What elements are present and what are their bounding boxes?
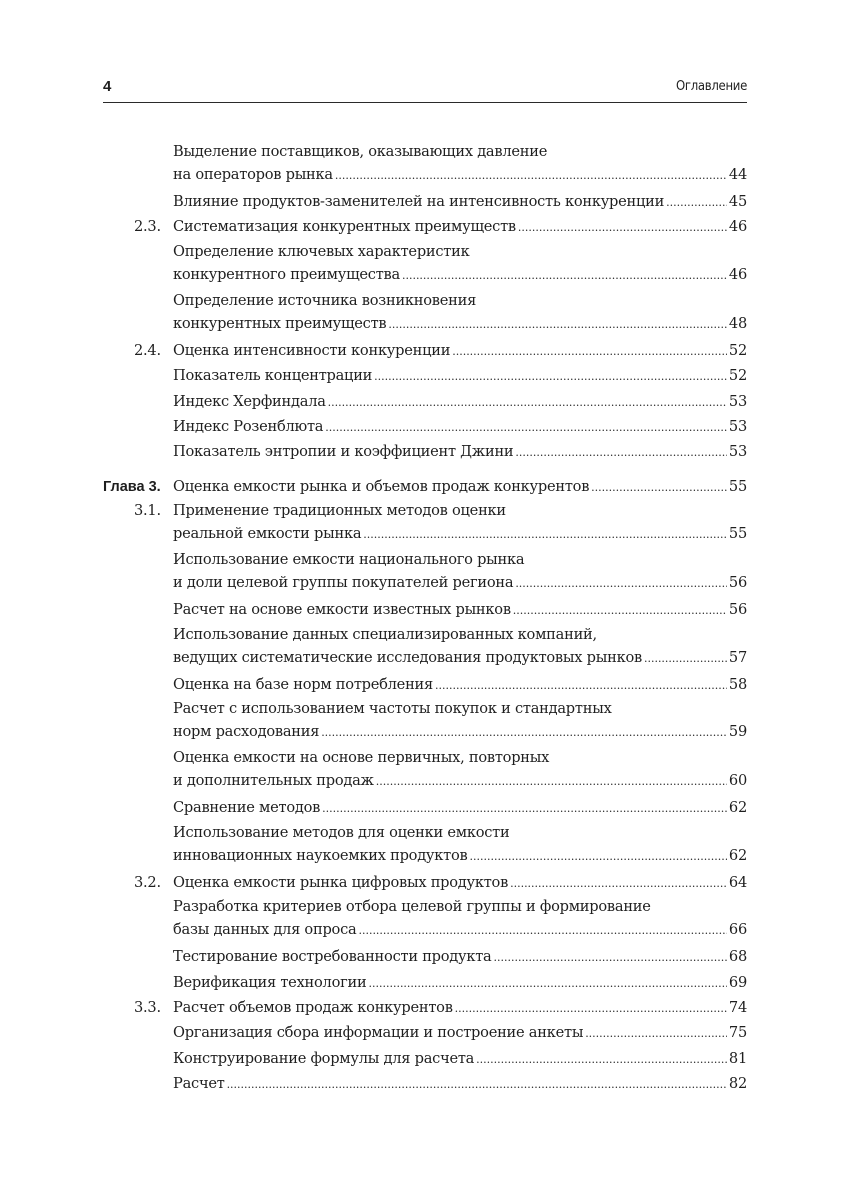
dot-leader (644, 646, 727, 671)
toc-entry-title: Тестирование востребованности продукта (173, 948, 492, 966)
toc-entry-title-line2: ведущих систематические исследования продуктовых рынков (173, 648, 642, 666)
toc-entry-title-line1: Оценка емкости на основе первичных, повторных (173, 749, 550, 767)
toc-entry-title-line1: Использование данных специализированных компаний, (173, 625, 597, 643)
chapter-number: Глава 3. (103, 478, 161, 495)
page-number: 4 (103, 78, 112, 95)
section-number: 3.3. (134, 999, 161, 1017)
toc-entry-title: Сравнение методов (173, 799, 321, 817)
toc-page-number: 44 (728, 166, 747, 183)
toc-page-number: 53 (728, 418, 747, 436)
dot-leader (591, 475, 727, 500)
toc-entry-title-line2: норм расходования (173, 723, 320, 741)
toc-page-number: 53 (728, 443, 747, 461)
toc-entry-title-line2: реальной емкости рынка (173, 524, 362, 542)
toc-entry-title: Расчет на основе емкости известных рынков (173, 601, 511, 619)
toc-entry[interactable] (103, 241, 747, 287)
toc-page-number: 64 (728, 873, 747, 891)
toc-entry-title: Расчет объемов продаж конкурентов (173, 999, 453, 1017)
toc-entry-title: Оценка емкости рынка и объемов продаж конкурентов (173, 477, 590, 495)
toc-entry-title-line2: инновационных наукоемких продуктов (173, 846, 468, 864)
toc-entry-title: Верификация технологии (173, 973, 367, 991)
dot-leader (469, 844, 726, 869)
toc-entry-title: Организация сбора информации и построение анкеты (173, 1024, 584, 1042)
toc-page-number: 74 (728, 999, 747, 1017)
toc-entry-title-line2: и дополнительных продаж (173, 772, 374, 790)
toc-entry-title-line1: Определение ключевых характеристик (173, 242, 470, 260)
toc-entry-title-line2: базы данных для опроса (173, 921, 357, 939)
dot-leader (452, 339, 727, 364)
section-title: Оглавление (675, 79, 747, 94)
toc-page-number: 62 (728, 846, 747, 864)
toc-page-number: 52 (728, 342, 747, 360)
toc-chapter-entry[interactable] (103, 475, 747, 499)
dot-leader (510, 871, 727, 896)
toc-entry[interactable] (103, 1072, 747, 1096)
toc-entry[interactable] (103, 364, 747, 388)
toc-entry[interactable] (103, 390, 747, 414)
toc-entry[interactable] (103, 822, 747, 868)
toc-entry-title: Индекс Херфиндала (173, 392, 326, 410)
toc-page-number: 62 (728, 799, 747, 817)
toc-page-number: 56 (728, 601, 747, 619)
chapter-gap (103, 466, 747, 475)
toc-page-number: 53 (728, 392, 747, 410)
toc-entry[interactable] (103, 896, 747, 942)
dot-leader (321, 720, 727, 745)
toc-page-number: 68 (728, 948, 747, 966)
section-number: 3.1. (134, 501, 161, 519)
toc-entry-title: Показатель концентрации (173, 367, 373, 385)
toc-page-number: 56 (728, 574, 747, 592)
toc-entry-title: Оценка интенсивности конкуренции (173, 342, 451, 360)
toc-entry-title: Систематизация конкурентных преимуществ (173, 218, 516, 236)
dot-leader (476, 1047, 727, 1072)
toc-entry[interactable] (103, 1021, 747, 1045)
toc-page-number: 59 (728, 723, 747, 741)
toc-entry-title-line1: Разработка критериев отбора целевой группы и формирование (173, 898, 651, 916)
toc-entry[interactable] (103, 747, 747, 793)
toc-entry-title: Конструирование формулы для расчета (173, 1049, 475, 1067)
toc-section-entry[interactable] (103, 215, 747, 239)
dot-leader (363, 522, 727, 547)
toc-page-number: 60 (728, 772, 747, 790)
toc-page-number: 66 (728, 921, 747, 939)
toc-section-entry[interactable] (103, 500, 747, 546)
running-header (103, 76, 747, 103)
dot-leader (388, 312, 727, 337)
toc-entry-title-line1: Расчет с использованием частоты покупок и стандартных (173, 700, 612, 718)
toc-entry[interactable] (103, 796, 747, 820)
dot-leader (358, 918, 726, 943)
toc-entry-title-line1: Применение традиционных методов оценки (173, 501, 506, 519)
toc-entry[interactable] (103, 549, 747, 595)
toc-page-number: 46 (728, 265, 747, 283)
toc-entry-title: Оценка на базе норм потребления (173, 675, 433, 693)
dot-leader (368, 971, 726, 996)
table-of-contents (103, 141, 747, 1097)
dot-leader (585, 1021, 727, 1046)
section-number: 2.4. (134, 342, 161, 360)
toc-entry-title-line1: Выделение поставщиков, оказывающих давление (173, 143, 548, 160)
dot-leader (322, 796, 727, 821)
toc-page-number: 46 (728, 218, 747, 236)
toc-entry-title: Показатель энтропии и коэффициент Джини (173, 443, 514, 461)
toc-entry-title-line2: конкурентного преимущества (173, 265, 400, 283)
toc-entry-title: Влияние продуктов-заменителей на интенсивность конкуренции (173, 193, 665, 211)
toc-page-number: 58 (728, 675, 747, 693)
toc-entry[interactable] (103, 141, 747, 187)
toc-entry-title: Оценка емкости рынка цифровых продуктов (173, 873, 509, 891)
toc-entry[interactable] (103, 290, 747, 336)
toc-entry[interactable] (103, 624, 747, 670)
toc-page-number: 55 (728, 477, 747, 495)
dot-leader (325, 415, 727, 440)
dot-leader (513, 598, 727, 623)
dot-leader (227, 1072, 727, 1097)
toc-page-number: 52 (728, 367, 747, 385)
toc-entry[interactable] (103, 971, 747, 995)
toc-entry[interactable] (103, 1047, 747, 1071)
toc-entry-title: Расчет (173, 1074, 225, 1092)
section-number: 2.3. (134, 218, 161, 236)
toc-entry[interactable] (103, 698, 747, 744)
toc-page-number: 48 (728, 314, 747, 332)
section-number: 3.2. (134, 873, 161, 891)
toc-entry-title-line2: на операторов рынка (173, 166, 333, 183)
dot-leader (515, 571, 727, 596)
toc-page-number: 45 (728, 193, 747, 211)
toc-entry-title-line1: Определение источника возникновения (173, 291, 477, 309)
toc-page-number: 55 (728, 524, 747, 542)
toc-section-entry[interactable] (103, 871, 747, 895)
toc-page-number: 82 (728, 1074, 747, 1092)
toc-section-entry[interactable] (103, 339, 747, 363)
toc-entry-title-line2: конкурентных преимуществ (173, 314, 387, 332)
dot-leader (374, 364, 727, 389)
toc-page-number: 75 (728, 1024, 747, 1042)
toc-entry[interactable] (103, 945, 747, 969)
dot-leader (455, 996, 727, 1021)
toc-entry[interactable] (103, 673, 747, 697)
toc-entry-title-line1: Использование методов для оценки емкости (173, 823, 510, 841)
dot-leader (435, 673, 727, 698)
dot-leader (376, 769, 727, 794)
toc-entry[interactable] (103, 440, 747, 464)
toc-entry-title-line1: Использование емкости национального рынка (173, 551, 525, 569)
toc-entry[interactable] (103, 190, 747, 214)
dot-leader (515, 440, 727, 465)
toc-section-entry[interactable] (103, 996, 747, 1020)
toc-entry-title: Индекс Розенблюта (173, 418, 324, 436)
dot-leader (494, 945, 727, 970)
dot-leader (335, 163, 727, 188)
toc-page-number: 81 (728, 1049, 747, 1067)
dot-leader (518, 215, 727, 240)
dot-leader (402, 263, 727, 288)
toc-entry-title-line2: и доли целевой группы покупателей региона (173, 574, 514, 592)
toc-entry[interactable] (103, 598, 747, 622)
toc-page-number: 69 (728, 973, 747, 991)
dot-leader (666, 190, 727, 215)
dot-leader (328, 390, 727, 415)
toc-page-number: 57 (728, 648, 747, 666)
toc-entry[interactable] (103, 415, 747, 439)
